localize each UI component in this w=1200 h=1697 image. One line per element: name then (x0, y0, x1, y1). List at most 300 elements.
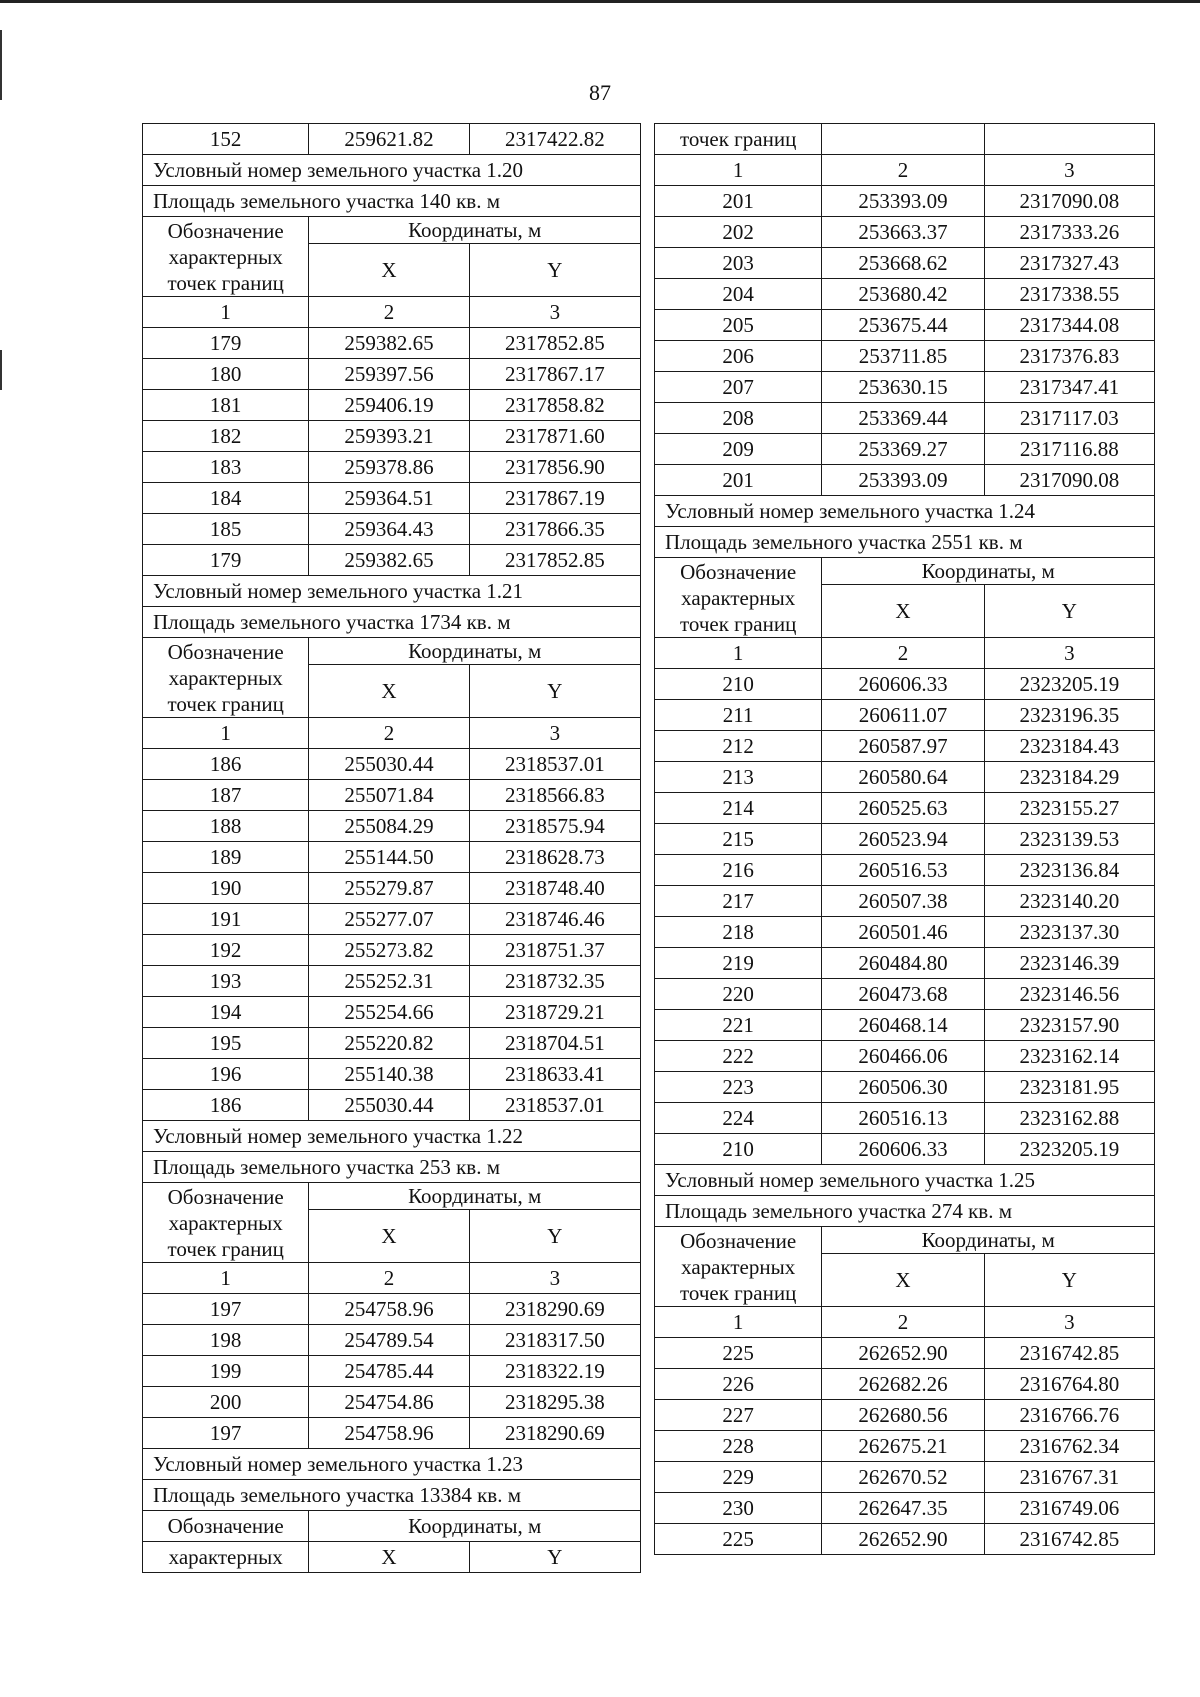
x-coordinate-cell: 260473.68 (822, 979, 984, 1010)
x-coordinate-cell: 259397.56 (309, 359, 469, 390)
y-coordinate-cell: 2317338.55 (984, 279, 1154, 310)
table-row (655, 465, 1155, 496)
table-row (655, 731, 1155, 762)
point-number-cell: точек границ (655, 124, 822, 155)
x-coordinate-cell: 259364.43 (309, 514, 469, 545)
parcel-area-row (655, 527, 1155, 558)
x-coordinate-cell: 255273.82 (309, 935, 469, 966)
y-coordinate-cell: 2318290.69 (469, 1418, 640, 1449)
table-row (143, 452, 641, 483)
x-coordinate-cell: 260507.38 (822, 886, 984, 917)
table-row (143, 359, 641, 390)
point-number-cell: 198 (143, 1325, 309, 1356)
y-coordinate-cell: 2318746.46 (469, 904, 640, 935)
point-number-cell: 1 (143, 297, 309, 328)
y-coordinate-cell: 2318575.94 (469, 811, 640, 842)
parcel-number-label: Условный номер земельного участка 1.22 (143, 1121, 641, 1152)
x-coordinate-cell: 254758.96 (309, 1294, 469, 1325)
y-coordinate-cell: 2317858.82 (469, 390, 640, 421)
y-coordinate-cell: 2318290.69 (469, 1294, 640, 1325)
y-coordinate-cell: 2318566.83 (469, 780, 640, 811)
x-coordinate-cell (822, 124, 984, 155)
point-number-cell: 217 (655, 886, 822, 917)
y-coordinate-cell: 2323184.43 (984, 731, 1154, 762)
table-row (655, 1493, 1155, 1524)
point-number-cell: 200 (143, 1387, 309, 1418)
point-number-cell: 185 (143, 514, 309, 545)
point-number-cell: 187 (143, 780, 309, 811)
table-row (143, 780, 641, 811)
x-coordinate-cell: 253675.44 (822, 310, 984, 341)
y-coordinate-cell: 2316742.85 (984, 1338, 1154, 1369)
table-row (655, 669, 1155, 700)
x-coordinate-cell: 2 (309, 297, 469, 328)
point-designation-header: Обозначение характерных точек границ (143, 217, 309, 297)
point-designation-header: Обозначение (143, 1511, 309, 1542)
y-coordinate-cell: 2323184.29 (984, 762, 1154, 793)
parcel-area-row (143, 607, 641, 638)
x-coordinate-cell: 253711.85 (822, 341, 984, 372)
x-coordinate-cell: 2 (309, 1263, 469, 1294)
y-coordinate-cell: 2317422.82 (469, 124, 640, 155)
x-coordinate-cell: 262647.35 (822, 1493, 984, 1524)
y-coordinate-cell: 2316766.76 (984, 1400, 1154, 1431)
point-number-cell: 220 (655, 979, 822, 1010)
x-coordinate-cell: 254754.86 (309, 1387, 469, 1418)
x-coordinate-cell: 253630.15 (822, 372, 984, 403)
point-number-cell: 227 (655, 1400, 822, 1431)
x-coordinate-cell: 2 (822, 155, 984, 186)
point-number-cell: 197 (143, 1294, 309, 1325)
table-row (655, 762, 1155, 793)
y-coordinate-cell: 3 (984, 638, 1154, 669)
y-coordinate-cell (984, 124, 1154, 155)
table-row (143, 904, 641, 935)
table-row (655, 793, 1155, 824)
parcel-area-label: Площадь земельного участка 253 кв. м (143, 1152, 641, 1183)
y-coordinate-cell: 2323205.19 (984, 1134, 1154, 1165)
point-number-cell: 218 (655, 917, 822, 948)
point-number-cell: 1 (655, 638, 822, 669)
table-row (143, 483, 641, 514)
table-row (655, 434, 1155, 465)
point-number-cell: 1 (143, 718, 309, 749)
parcel-number-row (143, 1449, 641, 1480)
point-number-cell: 207 (655, 372, 822, 403)
y-coordinate-cell: 2316767.31 (984, 1462, 1154, 1493)
point-number-cell: 209 (655, 434, 822, 465)
x-coordinate-cell: 255220.82 (309, 1028, 469, 1059)
x-coordinate-cell: 259406.19 (309, 390, 469, 421)
table-row (143, 749, 641, 780)
x-coordinate-cell: 259382.65 (309, 328, 469, 359)
table-row (143, 1325, 641, 1356)
y-coordinate-cell: 2318537.01 (469, 749, 640, 780)
table-row (655, 1400, 1155, 1431)
table-row (143, 390, 641, 421)
point-designation-header: Обозначение характерных точек границ (143, 638, 309, 718)
table-row (655, 124, 1155, 155)
point-number-cell: 222 (655, 1041, 822, 1072)
table-row (655, 1431, 1155, 1462)
x-coordinate-cell: 2 (822, 638, 984, 669)
y-header: Y (984, 585, 1154, 638)
point-number-cell: 202 (655, 217, 822, 248)
column-header-row (143, 1511, 641, 1542)
x-coordinate-cell: 260587.97 (822, 731, 984, 762)
table-row (143, 842, 641, 873)
x-header: X (822, 1254, 984, 1307)
y-coordinate-cell: 2317344.08 (984, 310, 1154, 341)
y-coordinate-cell: 2323146.39 (984, 948, 1154, 979)
point-number-cell: 214 (655, 793, 822, 824)
x-coordinate-cell: 253680.42 (822, 279, 984, 310)
x-coordinate-cell: 255279.87 (309, 873, 469, 904)
point-number-cell: 186 (143, 1090, 309, 1121)
point-number-cell: 224 (655, 1103, 822, 1134)
y-coordinate-cell: 2318729.21 (469, 997, 640, 1028)
x-coordinate-cell: 253369.27 (822, 434, 984, 465)
point-number-cell: 1 (655, 1307, 822, 1338)
point-designation-header: Обозначение характерных точек границ (143, 1183, 309, 1263)
y-coordinate-cell: 2317090.08 (984, 465, 1154, 496)
point-number-cell: 204 (655, 279, 822, 310)
table-row (143, 1356, 641, 1387)
table-row (143, 935, 641, 966)
y-header: Y (469, 665, 640, 718)
table-row (655, 1338, 1155, 1369)
y-coordinate-cell: 2323139.53 (984, 824, 1154, 855)
table-row (143, 545, 641, 576)
parcel-number-row (143, 1121, 641, 1152)
x-coordinate-cell: 259621.82 (309, 124, 469, 155)
y-coordinate-cell: 2317333.26 (984, 217, 1154, 248)
point-number-cell: 203 (655, 248, 822, 279)
x-coordinate-cell: 260611.07 (822, 700, 984, 731)
point-number-cell: 208 (655, 403, 822, 434)
parcel-number-label: Условный номер земельного участка 1.25 (655, 1165, 1155, 1196)
point-number-cell: 201 (655, 186, 822, 217)
point-number-cell: 193 (143, 966, 309, 997)
y-coordinate-cell: 2318732.35 (469, 966, 640, 997)
x-coordinate-cell: 253393.09 (822, 186, 984, 217)
y-coordinate-cell: 3 (469, 718, 640, 749)
point-number-cell: 229 (655, 1462, 822, 1493)
y-coordinate-cell: 2323205.19 (984, 669, 1154, 700)
table-row (655, 1072, 1155, 1103)
parcel-number-label: Условный номер земельного участка 1.24 (655, 496, 1155, 527)
parcel-area-label: Площадь земельного участка 2551 кв. м (655, 527, 1155, 558)
table-row (655, 917, 1155, 948)
x-coordinate-cell: X (309, 1542, 469, 1573)
coordinates-header: Координаты, м (309, 1511, 641, 1542)
point-designation-header: Обозначение характерных точек границ (655, 558, 822, 638)
parcel-number-row (655, 1165, 1155, 1196)
x-coordinate-cell: 260501.46 (822, 917, 984, 948)
y-coordinate-cell: 3 (469, 297, 640, 328)
y-coordinate-cell: 2317117.03 (984, 403, 1154, 434)
point-number-cell: 195 (143, 1028, 309, 1059)
y-coordinate-cell: 2323181.95 (984, 1072, 1154, 1103)
y-coordinate-cell: 2316764.80 (984, 1369, 1154, 1400)
point-number-cell: 215 (655, 824, 822, 855)
point-number-cell: 188 (143, 811, 309, 842)
y-header: Y (984, 1254, 1154, 1307)
x-coordinate-cell: 255254.66 (309, 997, 469, 1028)
point-number-cell: 181 (143, 390, 309, 421)
table-row (143, 966, 641, 997)
y-header: Y (469, 244, 640, 297)
column-header-row (655, 1227, 1155, 1254)
x-coordinate-cell: 2 (822, 1307, 984, 1338)
table-row (143, 1090, 641, 1121)
parcel-number-label: Условный номер земельного участка 1.20 (143, 155, 641, 186)
y-coordinate-cell: 2323136.84 (984, 855, 1154, 886)
x-coordinate-cell: 262652.90 (822, 1524, 984, 1555)
point-number-cell: 211 (655, 700, 822, 731)
point-number-cell: 197 (143, 1418, 309, 1449)
y-coordinate-cell: 2323137.30 (984, 917, 1154, 948)
y-coordinate-cell: 2317856.90 (469, 452, 640, 483)
y-coordinate-cell: 2317867.19 (469, 483, 640, 514)
column-header-row (655, 558, 1155, 585)
table-row (143, 514, 641, 545)
y-coordinate-cell: 2323162.88 (984, 1103, 1154, 1134)
x-coordinate-cell: 253369.44 (822, 403, 984, 434)
table-row (655, 155, 1155, 186)
y-header: Y (469, 1210, 640, 1263)
x-coordinate-cell: 260606.33 (822, 1134, 984, 1165)
y-coordinate-cell: 2318628.73 (469, 842, 640, 873)
point-number-cell: 213 (655, 762, 822, 793)
x-coordinate-cell: 262675.21 (822, 1431, 984, 1462)
table-row (655, 855, 1155, 886)
x-coordinate-cell: 2 (309, 718, 469, 749)
point-number-cell: 206 (655, 341, 822, 372)
point-number-cell: 223 (655, 1072, 822, 1103)
table-row (655, 279, 1155, 310)
point-number-cell: 182 (143, 421, 309, 452)
y-coordinate-cell: 2317852.85 (469, 328, 640, 359)
table-row (655, 1369, 1155, 1400)
y-coordinate-cell: 2317867.17 (469, 359, 640, 390)
table-row (143, 1294, 641, 1325)
y-coordinate-cell: 2323146.56 (984, 979, 1154, 1010)
y-coordinate-cell: 2317090.08 (984, 186, 1154, 217)
y-coordinate-cell: 2318322.19 (469, 1356, 640, 1387)
point-number-cell: 189 (143, 842, 309, 873)
x-coordinate-cell: 260523.94 (822, 824, 984, 855)
x-coordinate-cell: 260606.33 (822, 669, 984, 700)
x-coordinate-cell: 254758.96 (309, 1418, 469, 1449)
point-number-cell: 199 (143, 1356, 309, 1387)
table-row (655, 372, 1155, 403)
table-row (143, 124, 641, 155)
y-coordinate-cell: 2317327.43 (984, 248, 1154, 279)
y-coordinate-cell: 2318748.40 (469, 873, 640, 904)
point-number-cell: 221 (655, 1010, 822, 1041)
table-row (143, 811, 641, 842)
y-coordinate-cell: 2318633.41 (469, 1059, 640, 1090)
table-row (655, 217, 1155, 248)
y-coordinate-cell: 2316762.34 (984, 1431, 1154, 1462)
table-row (655, 186, 1155, 217)
point-number-cell: 210 (655, 669, 822, 700)
point-number-cell: 183 (143, 452, 309, 483)
x-coordinate-cell: 253393.09 (822, 465, 984, 496)
x-coordinate-cell: 260516.13 (822, 1103, 984, 1134)
parcel-area-label: Площадь земельного участка 140 кв. м (143, 186, 641, 217)
y-coordinate-cell: 2323140.20 (984, 886, 1154, 917)
point-number-cell: 225 (655, 1524, 822, 1555)
table-row (655, 1010, 1155, 1041)
point-number-cell: 192 (143, 935, 309, 966)
y-coordinate-cell: 2316742.85 (984, 1524, 1154, 1555)
scan-margin-mark (0, 350, 2, 390)
point-number-cell: 230 (655, 1493, 822, 1524)
point-number-cell: 190 (143, 873, 309, 904)
x-coordinate-cell: 255030.44 (309, 749, 469, 780)
table-row (655, 403, 1155, 434)
table-row (655, 310, 1155, 341)
table-row (143, 297, 641, 328)
x-coordinate-cell: 255252.31 (309, 966, 469, 997)
point-number-cell: 191 (143, 904, 309, 935)
table-row (655, 1134, 1155, 1165)
coordinates-table-left (142, 123, 641, 1573)
y-coordinate-cell: 2318704.51 (469, 1028, 640, 1059)
parcel-number-label: Условный номер земельного участка 1.23 (143, 1449, 641, 1480)
y-coordinate-cell: 2317347.41 (984, 372, 1154, 403)
x-coordinate-cell: 260580.64 (822, 762, 984, 793)
table-row (143, 718, 641, 749)
table-row (655, 1524, 1155, 1555)
parcel-area-row (143, 1480, 641, 1511)
parcel-number-row (143, 155, 641, 186)
table-row (143, 328, 641, 359)
parcel-number-row (655, 496, 1155, 527)
table-row (143, 1059, 641, 1090)
point-number-cell: 179 (143, 328, 309, 359)
parcel-area-label: Площадь земельного участка 274 кв. м (655, 1196, 1155, 1227)
table-row (655, 700, 1155, 731)
point-number-cell: 180 (143, 359, 309, 390)
point-number-cell: 225 (655, 1338, 822, 1369)
column-header-row (143, 638, 641, 665)
y-coordinate-cell: 2317116.88 (984, 434, 1154, 465)
y-coordinate-cell: Y (469, 1542, 640, 1573)
point-number-cell: 226 (655, 1369, 822, 1400)
table-row (143, 1418, 641, 1449)
x-coordinate-cell: 262670.52 (822, 1462, 984, 1493)
point-number-cell: 194 (143, 997, 309, 1028)
table-row (655, 948, 1155, 979)
y-coordinate-cell: 2323155.27 (984, 793, 1154, 824)
y-coordinate-cell: 2318537.01 (469, 1090, 640, 1121)
table-row (143, 421, 641, 452)
table-row (655, 248, 1155, 279)
point-number-cell: 152 (143, 124, 309, 155)
parcel-area-label: Площадь земельного участка 13384 кв. м (143, 1480, 641, 1511)
table-row (143, 1542, 641, 1573)
table-row (655, 1307, 1155, 1338)
coordinates-header: Координаты, м (309, 638, 641, 665)
coordinates-header: Координаты, м (822, 1227, 1155, 1254)
point-number-cell: 228 (655, 1431, 822, 1462)
point-number-cell: 1 (655, 155, 822, 186)
table-row (655, 979, 1155, 1010)
x-coordinate-cell: 255277.07 (309, 904, 469, 935)
table-row (655, 638, 1155, 669)
y-coordinate-cell: 2323162.14 (984, 1041, 1154, 1072)
point-number-cell: 205 (655, 310, 822, 341)
x-coordinate-cell: 260484.80 (822, 948, 984, 979)
x-coordinate-cell: 262652.90 (822, 1338, 984, 1369)
x-coordinate-cell: 259382.65 (309, 545, 469, 576)
y-coordinate-cell: 2318295.38 (469, 1387, 640, 1418)
x-coordinate-cell: 255084.29 (309, 811, 469, 842)
table-row (143, 1028, 641, 1059)
table-row (655, 1462, 1155, 1493)
point-number-cell: 219 (655, 948, 822, 979)
coordinates-table-right (654, 123, 1155, 1555)
x-coordinate-cell: 259378.86 (309, 452, 469, 483)
x-coordinate-cell: 255071.84 (309, 780, 469, 811)
parcel-area-row (655, 1196, 1155, 1227)
x-coordinate-cell: 255144.50 (309, 842, 469, 873)
point-number-cell: 184 (143, 483, 309, 514)
x-header: X (309, 1210, 469, 1263)
x-coordinate-cell: 255030.44 (309, 1090, 469, 1121)
table-row (655, 341, 1155, 372)
table-row (655, 1041, 1155, 1072)
table-row (143, 873, 641, 904)
x-coordinate-cell: 255140.38 (309, 1059, 469, 1090)
y-coordinate-cell: 2316749.06 (984, 1493, 1154, 1524)
point-number-cell: 186 (143, 749, 309, 780)
x-coordinate-cell: 260525.63 (822, 793, 984, 824)
y-coordinate-cell: 2317376.83 (984, 341, 1154, 372)
x-coordinate-cell: 260466.06 (822, 1041, 984, 1072)
point-number-cell: 196 (143, 1059, 309, 1090)
x-coordinate-cell: 254785.44 (309, 1356, 469, 1387)
y-coordinate-cell: 2317866.35 (469, 514, 640, 545)
y-coordinate-cell: 2317871.60 (469, 421, 640, 452)
y-coordinate-cell: 2317852.85 (469, 545, 640, 576)
parcel-number-label: Условный номер земельного участка 1.21 (143, 576, 641, 607)
x-coordinate-cell: 254789.54 (309, 1325, 469, 1356)
table-row (143, 1387, 641, 1418)
x-header: X (309, 665, 469, 718)
x-coordinate-cell: 262680.56 (822, 1400, 984, 1431)
table-row (143, 997, 641, 1028)
y-coordinate-cell: 2318317.50 (469, 1325, 640, 1356)
x-coordinate-cell: 259364.51 (309, 483, 469, 514)
parcel-area-row (143, 186, 641, 217)
point-number-cell: 210 (655, 1134, 822, 1165)
y-coordinate-cell: 2318751.37 (469, 935, 640, 966)
x-header: X (309, 244, 469, 297)
table-row (655, 886, 1155, 917)
point-number-cell: 212 (655, 731, 822, 762)
parcel-area-row (143, 1152, 641, 1183)
point-number-cell: 1 (143, 1263, 309, 1294)
point-number-cell: 179 (143, 545, 309, 576)
table-row (143, 1263, 641, 1294)
x-coordinate-cell: 260468.14 (822, 1010, 984, 1041)
point-designation-header: Обозначение характерных точек границ (655, 1227, 822, 1307)
x-coordinate-cell: 260516.53 (822, 855, 984, 886)
